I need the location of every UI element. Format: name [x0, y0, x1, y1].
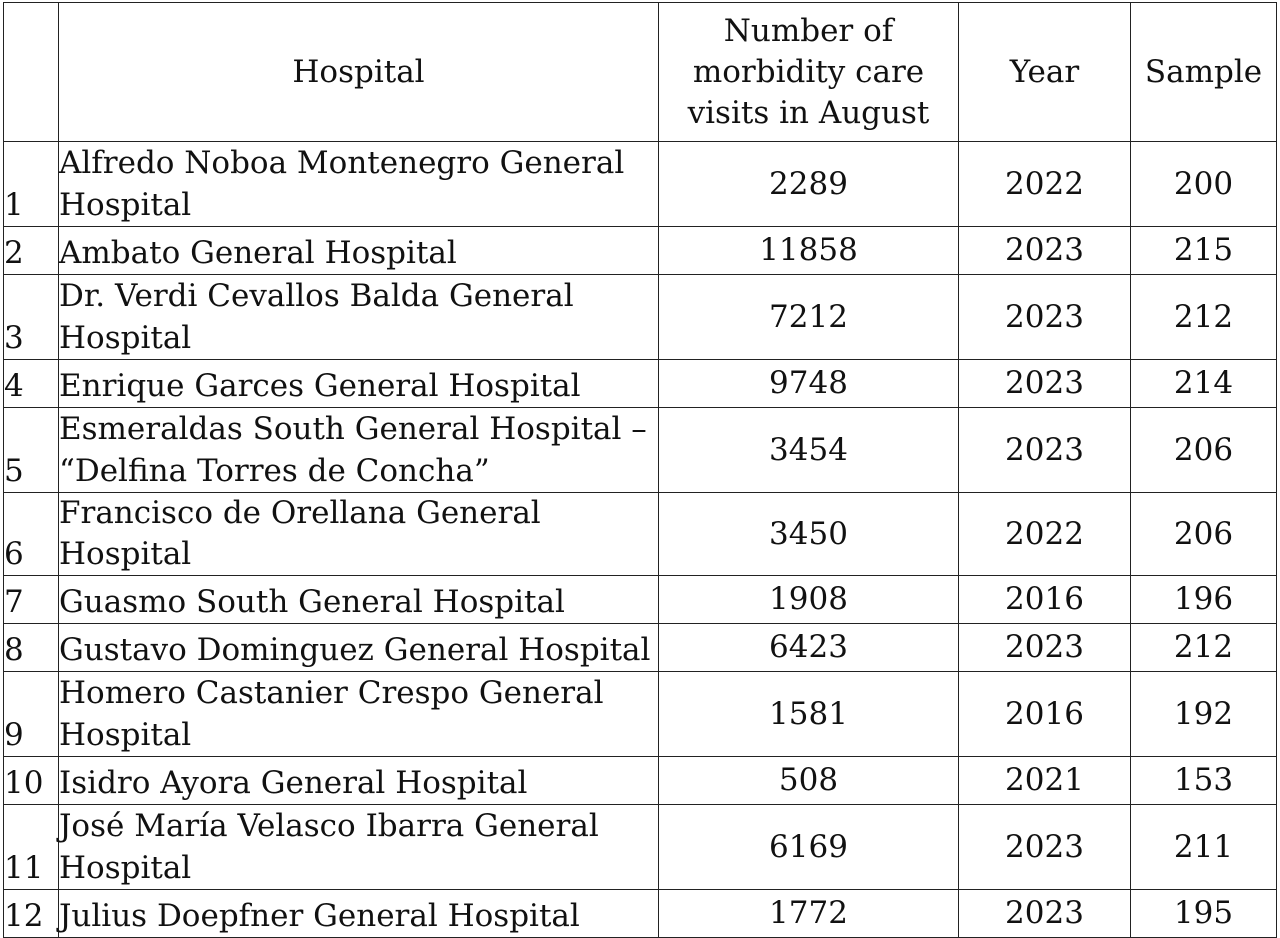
table-row	[4, 142, 1277, 227]
visits-value: 6423	[659, 624, 959, 672]
header-hospital: Hospital	[59, 3, 659, 142]
visits-value: 2289	[659, 142, 959, 227]
table-row	[4, 360, 1277, 408]
sample-value: 211	[1131, 805, 1277, 890]
header-number	[4, 3, 59, 142]
year-value: 2016	[959, 672, 1131, 757]
table-row	[4, 576, 1277, 624]
row-number: 9	[4, 672, 59, 757]
visits-value: 1908	[659, 576, 959, 624]
year-value: 2016	[959, 576, 1131, 624]
hospital-table	[3, 2, 1277, 938]
row-number: 6	[4, 493, 59, 576]
table-row	[4, 408, 1277, 493]
header-year: Year	[959, 3, 1131, 142]
visits-value: 3454	[659, 408, 959, 493]
visits-value: 508	[659, 757, 959, 805]
sample-value: 206	[1131, 493, 1277, 576]
hospital-name: Francisco de Orellana General Hospital	[59, 493, 659, 576]
hospital-name: Julius Doepfner General Hospital	[59, 890, 659, 938]
hospital-name: Esmeraldas South General Hospital – “Delfina Torres de Concha”	[59, 408, 659, 493]
year-value: 2023	[959, 890, 1131, 938]
year-value: 2023	[959, 408, 1131, 493]
header-visits: Number of morbidity care visits in August	[659, 3, 959, 142]
row-number: 8	[4, 624, 59, 672]
table-row	[4, 672, 1277, 757]
year-value: 2023	[959, 360, 1131, 408]
row-number: 3	[4, 275, 59, 360]
year-value: 2023	[959, 624, 1131, 672]
sample-value: 192	[1131, 672, 1277, 757]
sample-value: 153	[1131, 757, 1277, 805]
table-row	[4, 493, 1277, 576]
visits-value: 1581	[659, 672, 959, 757]
hospital-name: Guasmo South General Hospital	[59, 576, 659, 624]
row-number: 12	[4, 890, 59, 938]
hospital-name: Enrique Garces General Hospital	[59, 360, 659, 408]
header-sample: Sample	[1131, 3, 1277, 142]
sample-value: 215	[1131, 227, 1277, 275]
sample-value: 195	[1131, 890, 1277, 938]
sample-value: 214	[1131, 360, 1277, 408]
year-value: 2023	[959, 227, 1131, 275]
year-value: 2021	[959, 757, 1131, 805]
row-number: 2	[4, 227, 59, 275]
visits-value: 11858	[659, 227, 959, 275]
year-value: 2022	[959, 493, 1131, 576]
hospital-name: José María Velasco Ibarra General Hospital	[59, 805, 659, 890]
table-row	[4, 275, 1277, 360]
visits-value: 6169	[659, 805, 959, 890]
hospital-name: Dr. Verdi Cevallos Balda General Hospital	[59, 275, 659, 360]
table-row	[4, 757, 1277, 805]
year-value: 2023	[959, 805, 1131, 890]
row-number: 7	[4, 576, 59, 624]
visits-value: 1772	[659, 890, 959, 938]
hospital-name: Isidro Ayora General Hospital	[59, 757, 659, 805]
sample-value: 196	[1131, 576, 1277, 624]
table-row	[4, 805, 1277, 890]
visits-value: 7212	[659, 275, 959, 360]
table-row	[4, 227, 1277, 275]
row-number: 4	[4, 360, 59, 408]
sample-value: 212	[1131, 624, 1277, 672]
year-value: 2022	[959, 142, 1131, 227]
visits-value: 9748	[659, 360, 959, 408]
table-row	[4, 624, 1277, 672]
row-number: 5	[4, 408, 59, 493]
row-number: 11	[4, 805, 59, 890]
table-row	[4, 890, 1277, 938]
sample-value: 200	[1131, 142, 1277, 227]
sample-value: 206	[1131, 408, 1277, 493]
hospital-name: Alfredo Noboa Montenegro General Hospital	[59, 142, 659, 227]
sample-value: 212	[1131, 275, 1277, 360]
hospital-name: Ambato General Hospital	[59, 227, 659, 275]
hospital-name: Homero Castanier Crespo General Hospital	[59, 672, 659, 757]
hospital-name: Gustavo Dominguez General Hospital	[59, 624, 659, 672]
row-number: 10	[4, 757, 59, 805]
header-row	[4, 3, 1277, 142]
visits-value: 3450	[659, 493, 959, 576]
year-value: 2023	[959, 275, 1131, 360]
row-number: 1	[4, 142, 59, 227]
